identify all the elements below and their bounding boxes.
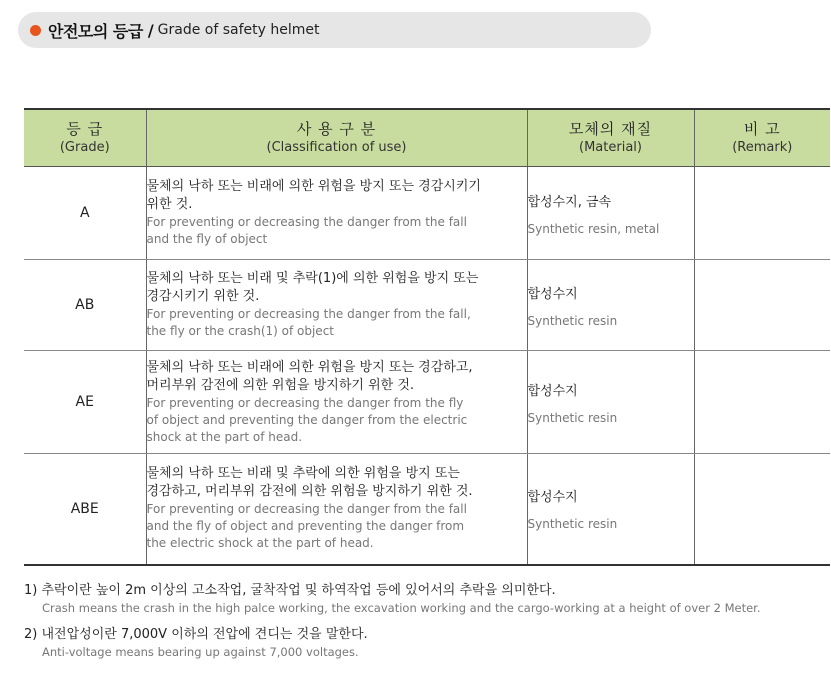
footnote-english: Crash means the crash in the high palce working, the excavation working and the cargo-working at a height of over 2 Meter. bbox=[42, 601, 761, 615]
material-en: Synthetic resin bbox=[527, 410, 618, 425]
material-en: Synthetic resin bbox=[527, 517, 618, 532]
classification-en-line: For preventing or decreasing the danger from the fall, bbox=[146, 307, 471, 321]
grade-cell: A bbox=[24, 167, 146, 260]
table-header-row bbox=[24, 109, 830, 167]
title-separator: / bbox=[147, 20, 154, 40]
classification-cell bbox=[146, 167, 527, 260]
remark-cell bbox=[694, 351, 830, 454]
title-korean: 안전모의 등급 bbox=[48, 21, 143, 41]
footnote-english: Anti-voltage means bearing up against 7,000 voltages. bbox=[42, 645, 359, 659]
material-cell bbox=[527, 454, 694, 565]
header-remark bbox=[694, 109, 830, 167]
classification-en-line: For preventing or decreasing the danger from the fall bbox=[146, 502, 467, 517]
grade-table bbox=[24, 108, 830, 566]
grade-cell: AB bbox=[24, 260, 146, 351]
bullet-dot-icon bbox=[30, 25, 41, 36]
classification-cell bbox=[146, 454, 527, 565]
classification-en-line: the fly or the crash(1) of object bbox=[146, 324, 334, 338]
classification-en-line: of object and preventing the danger from the electric bbox=[146, 412, 468, 427]
classification-ko-line: 물체의 낙하 또는 비래 및 추락(1)에 의한 위험을 방지 또는 bbox=[146, 271, 479, 286]
footnote-korean: 2) 내전압성이란 7,000V 이하의 전압에 견디는 것을 말한다. bbox=[24, 627, 368, 642]
footnote-2 bbox=[24, 626, 824, 660]
material-cell bbox=[527, 167, 694, 260]
title-english: Grade of safety helmet bbox=[157, 22, 320, 38]
classification-ko-line: 물체의 낙하 또는 비래에 의한 위험을 방지 또는 경감하고, bbox=[146, 359, 473, 375]
title-bar bbox=[18, 12, 651, 48]
material-cell bbox=[527, 351, 694, 454]
classification-ko-line: 경감시키기 위한 것. bbox=[146, 289, 260, 304]
material-en: Synthetic resin, metal bbox=[527, 221, 660, 236]
table-row bbox=[24, 167, 830, 260]
header-remark-ko: 비 고 bbox=[743, 120, 781, 138]
material-en: Synthetic resin bbox=[527, 313, 618, 328]
footnote-korean: 1) 추락이란 높이 2m 이상의 고소작업, 굴착작업 및 하역작업 등에 있어서의 추락을 의미한다. bbox=[24, 583, 556, 598]
table-row bbox=[24, 454, 830, 565]
classification-en-line: and the fly of object bbox=[146, 232, 268, 246]
classification-en-line: the electric shock at the part of head. bbox=[146, 536, 374, 551]
material-ko: 합성수지 bbox=[527, 490, 578, 506]
material-ko: 합성수지, 금속 bbox=[527, 194, 612, 210]
header-classification bbox=[146, 109, 527, 167]
remark-cell bbox=[694, 260, 830, 351]
grade-cell: ABE bbox=[24, 454, 146, 565]
remark-cell bbox=[694, 167, 830, 260]
classification-ko-line: 물체의 낙하 또는 비래 및 추락에 의한 위험을 방지 또는 bbox=[146, 466, 460, 482]
header-classification-en: (Classification of use) bbox=[266, 140, 407, 155]
footnote-1 bbox=[24, 582, 824, 616]
classification-en-line: and the fly of object and preventing the danger from bbox=[146, 519, 465, 534]
header-remark-en: (Remark) bbox=[732, 140, 793, 155]
header-grade-en: (Grade) bbox=[59, 140, 110, 155]
header-material-en: (Material) bbox=[579, 140, 642, 155]
classification-ko-line: 경감하고, 머리부위 감전에 의한 위험을 방지하기 위한 것. bbox=[146, 484, 473, 500]
grade-cell: AE bbox=[24, 351, 146, 454]
remark-cell bbox=[694, 454, 830, 565]
classification-en-line: For preventing or decreasing the danger from the fall bbox=[146, 215, 467, 229]
header-classification-ko: 사 용 구 분 bbox=[296, 120, 377, 138]
classification-cell bbox=[146, 260, 527, 351]
header-grade bbox=[24, 109, 146, 167]
classification-en-line: shock at the part of head. bbox=[146, 429, 303, 444]
material-cell bbox=[527, 260, 694, 351]
classification-ko-line: 물체의 낙하 또는 비래에 의한 위험을 방지 또는 경감시키기 bbox=[146, 179, 481, 194]
material-ko: 합성수지 bbox=[527, 383, 578, 399]
header-material-ko: 모체의 재질 bbox=[568, 120, 653, 138]
classification-cell bbox=[146, 351, 527, 454]
material-ko: 합성수지 bbox=[527, 286, 578, 302]
table-row bbox=[24, 260, 830, 351]
classification-ko-line: 위한 것. bbox=[146, 197, 193, 212]
classification-en-line: For preventing or decreasing the danger from the fly bbox=[146, 395, 464, 410]
classification-ko-line: 머리부위 감전에 의한 위험을 방지하기 위한 것. bbox=[146, 377, 415, 393]
table-row bbox=[24, 351, 830, 454]
footnotes bbox=[24, 582, 824, 670]
header-material bbox=[527, 109, 694, 167]
header-grade-ko: 등 급 bbox=[66, 120, 104, 138]
